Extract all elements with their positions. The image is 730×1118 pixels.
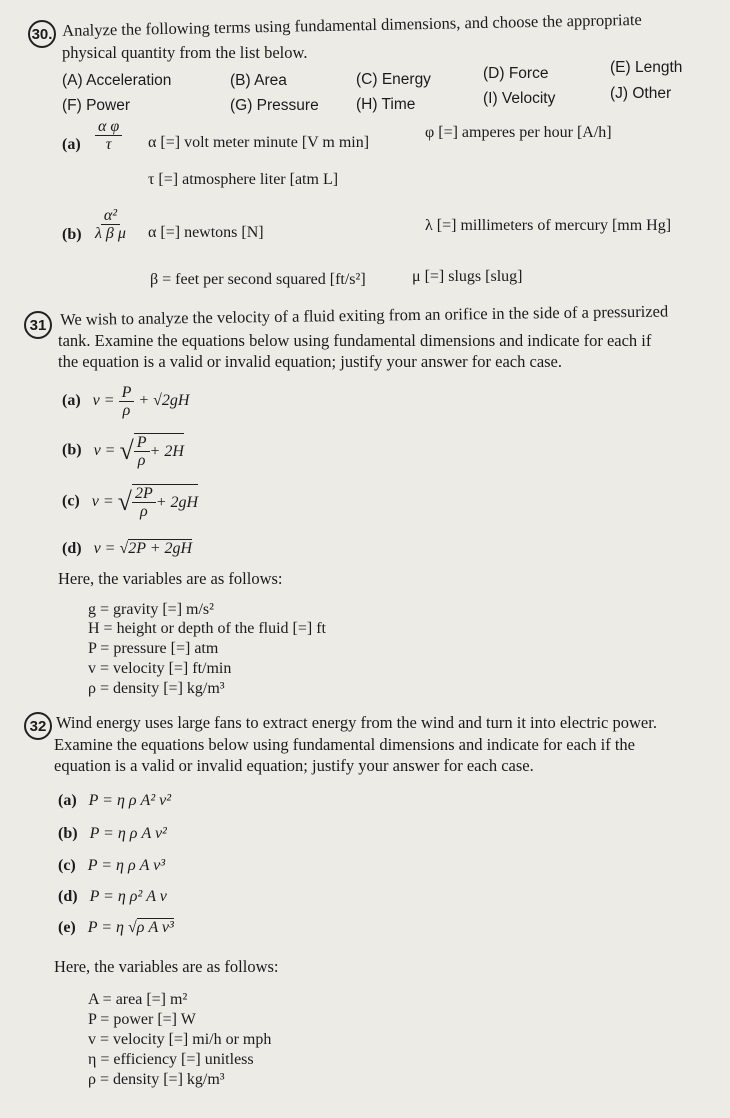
option-e: (E) Length xyxy=(610,59,683,76)
eq-expr-radicand: ρ A v³ xyxy=(136,919,174,936)
problem-31-var-rho: ρ = density [=] kg/m³ xyxy=(88,680,225,697)
eq-32e xyxy=(58,919,174,937)
problem-32-var-rho: ρ = density [=] kg/m³ xyxy=(88,1071,225,1088)
eq-31b xyxy=(62,433,184,469)
eq-31a xyxy=(62,384,189,419)
eq-label: (c) xyxy=(58,857,76,874)
eq-label: (b) xyxy=(58,825,78,842)
eq-rest: + 2H xyxy=(149,442,184,460)
fraction-denominator: ρ xyxy=(140,503,148,520)
eq-expr: P = η ρ A v² xyxy=(89,825,167,842)
eq-rest: 2P + 2gH xyxy=(128,540,193,557)
eq-lhs: v = xyxy=(93,441,116,459)
part-30b-mu: μ [=] slugs [slug] xyxy=(412,268,523,285)
eq-label: (d) xyxy=(58,888,78,905)
part-30b-alpha: α [=] newtons [N] xyxy=(148,224,264,241)
eq-expr: P = η ρ A v³ xyxy=(87,857,166,874)
sqrt-body xyxy=(132,484,198,520)
part-30b-lambda: λ [=] millimeters of mercury [mm Hg] xyxy=(425,217,672,234)
eq-rest: + 2gH xyxy=(155,493,199,511)
eq-32a xyxy=(58,792,171,810)
option-g: (G) Pressure xyxy=(230,97,319,114)
eq-label: (e) xyxy=(58,919,76,936)
eq-32d xyxy=(58,888,167,906)
eq-label: (b) xyxy=(62,441,82,459)
part-30a-phi: φ [=] amperes per hour [A/h] xyxy=(425,124,612,141)
problem-32-var-p: P = power [=] W xyxy=(88,1011,196,1028)
option-h: (H) Time xyxy=(356,96,416,113)
fraction-numerator: P xyxy=(134,434,150,452)
eq-label: (a) xyxy=(62,392,81,410)
problem-31-number: 31 xyxy=(24,311,52,339)
problem-30-text-line2: physical quantity from the list below. xyxy=(62,43,308,62)
fraction-numerator: α² xyxy=(101,207,120,225)
eq-label: (c) xyxy=(62,492,80,510)
problem-31-vars-intro: Here, the variables are as follows: xyxy=(58,569,283,588)
fraction-denominator: τ xyxy=(105,136,112,153)
sqrt-symbol: √ xyxy=(119,436,134,465)
part-30a-tau: τ [=] atmosphere liter [atm L] xyxy=(148,171,339,188)
eq-lhs: v = xyxy=(93,540,116,557)
problem-31-text-line3: the equation is a valid or invalid equation; justify your answer for each case. xyxy=(58,352,563,371)
option-a: (A) Acceleration xyxy=(62,72,172,89)
problem-32-number: 32 xyxy=(24,712,52,740)
eq-expr-pre: P = η xyxy=(87,919,124,936)
part-30a-label: (a) xyxy=(62,136,81,153)
option-c: (C) Energy xyxy=(356,71,431,88)
fraction-denominator: ρ xyxy=(122,402,131,419)
eq-31c xyxy=(62,484,198,520)
eq-label: (d) xyxy=(62,540,82,557)
option-d: (D) Force xyxy=(483,65,549,82)
problem-31-var-p: P = pressure [=] atm xyxy=(88,640,219,657)
option-b: (B) Area xyxy=(230,72,287,89)
sqrt-body xyxy=(134,433,184,469)
problem-32-text-line2: Examine the equations below using fundamental dimensions and indicate for each if the xyxy=(54,735,635,754)
problem-32-var-a: A = area [=] m² xyxy=(88,991,188,1008)
eq-label: (a) xyxy=(58,792,77,809)
problem-32-vars-intro: Here, the variables are as follows: xyxy=(54,957,279,976)
eq-32c xyxy=(58,857,165,875)
problem-31-var-v: v = velocity [=] ft/min xyxy=(88,660,232,677)
eq-lhs: v = xyxy=(92,392,115,410)
sqrt-symbol: √ xyxy=(117,487,132,516)
part-30a-fraction xyxy=(95,118,122,153)
eq-lhs: v = xyxy=(91,492,114,510)
option-f: (F) Power xyxy=(62,97,131,114)
sqrt-symbol: √ xyxy=(119,540,129,557)
problem-32-text-line1: Wind energy uses large fans to extract energy from the wind and turn it into electric power. xyxy=(56,713,657,732)
sqrt-symbol: √ xyxy=(127,919,137,936)
problem-31-text-line2: tank. Examine the equations below using fundamental dimensions and indicate for each if xyxy=(58,331,652,350)
fraction-numerator: 2P xyxy=(132,485,156,503)
fraction-denominator: ρ xyxy=(137,452,146,469)
eq-32b xyxy=(58,825,167,843)
option-i: (I) Velocity xyxy=(483,90,556,107)
part-30b-label: (b) xyxy=(62,226,82,243)
problem-32-text-line3: equation is a valid or invalid equation; justify your answer for each case. xyxy=(54,756,534,775)
fraction-denominator: λ β μ xyxy=(95,225,126,242)
problem-32-var-eta: η = efficiency [=] unitless xyxy=(88,1051,254,1068)
eq-expr: P = η ρ² A v xyxy=(89,888,167,905)
fraction-numerator: P xyxy=(119,384,135,402)
part-30a-alpha: α [=] volt meter minute [V m min] xyxy=(148,134,370,151)
eq-expr: P = η ρ A² v² xyxy=(88,792,172,809)
eq-31d xyxy=(62,540,192,558)
problem-31-text-line1: We wish to analyze the velocity of a fluid exiting from an orifice in the side of a pressurized xyxy=(60,301,669,329)
fraction-numerator: α φ xyxy=(95,118,122,136)
problem-32-var-v: v = velocity [=] mi/h or mph xyxy=(88,1031,272,1048)
part-30b-beta: β = feet per second squared [ft/s²] xyxy=(150,271,366,288)
problem-30-text-line1: Analyze the following terms using fundamental dimensions, and choose the appropriate xyxy=(62,9,642,40)
part-30b-fraction xyxy=(92,207,129,242)
problem-31-var-g: g = gravity [=] m/s² xyxy=(88,601,214,618)
option-j: (J) Other xyxy=(610,85,672,102)
problem-30-number: 30. xyxy=(28,20,56,48)
eq-rest: + √2gH xyxy=(138,392,190,410)
problem-31-var-h: H = height or depth of the fluid [=] ft xyxy=(88,620,326,637)
